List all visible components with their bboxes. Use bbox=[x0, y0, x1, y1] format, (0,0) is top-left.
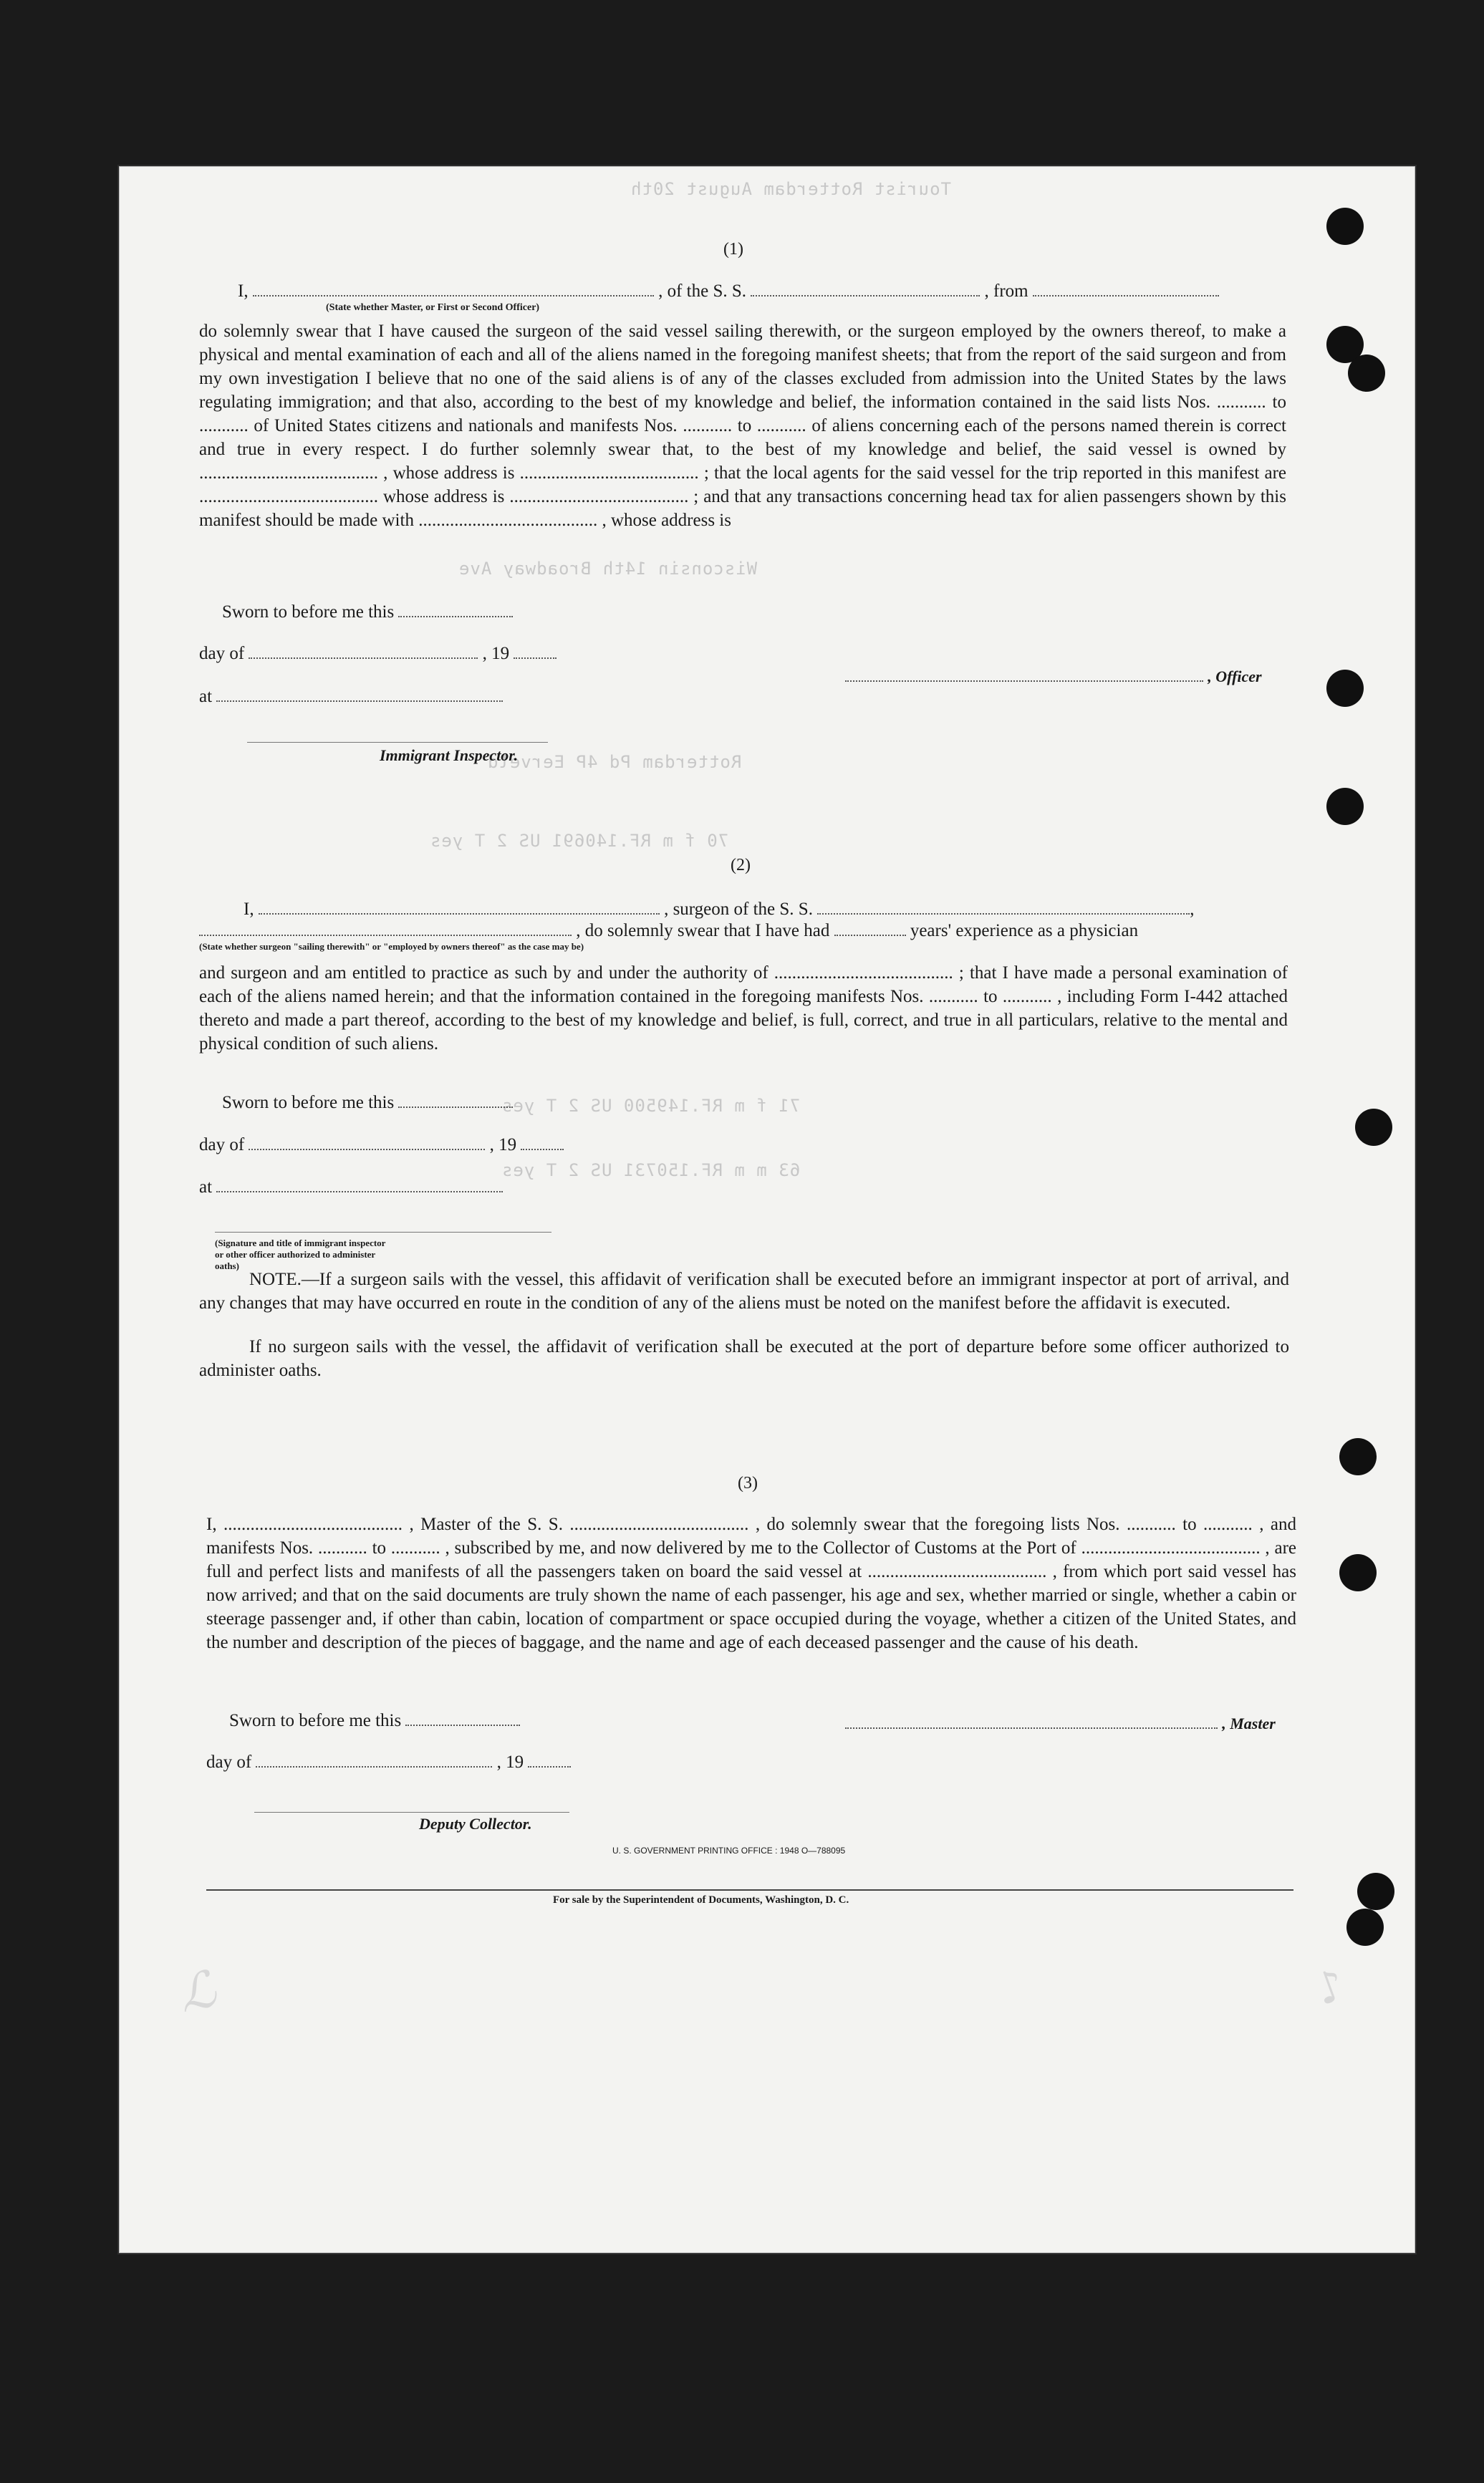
section-1-number: (1) bbox=[723, 240, 743, 259]
bleed-through-text: 63 m m RF.150731 US 2 T yes bbox=[501, 1160, 801, 1180]
inspector-caption: Immigrant Inspector. bbox=[380, 746, 519, 764]
sec2-i-label: I, bbox=[244, 900, 254, 919]
sec2-sworn-label: Sworn to before me this bbox=[222, 1093, 395, 1112]
punch-hole bbox=[1326, 208, 1364, 245]
punch-hole bbox=[1357, 1873, 1394, 1910]
sec1-day bbox=[199, 643, 556, 664]
bleed-through-text: 71 f m RF.149500 US 2 T yes bbox=[501, 1096, 801, 1116]
sec2-physician-label: years' experience as a physician bbox=[910, 921, 1139, 940]
sec2-oath-text: and surgeon and am entitled to practice as such by and under the authority of ........................................ ; that I have made a personal examination of each of the aliens named herein; and that the information contained in the foregoing manifests Nos. ........... to ........... , including Form I-442 attached thereto and made a part thereof, according to the best of my knowledge and belief, is full, correct, and true in all particulars, relative to the mental and physical condition of such aliens. bbox=[199, 963, 1288, 1054]
sec2-signature-caption: (Signature and title of immigrant inspector or other officer authorized to administer oaths) bbox=[215, 1238, 386, 1271]
sec3-sworn bbox=[229, 1710, 520, 1731]
sec2-note-2: If no surgeon sails with the vessel, the affidavit of verification shall be executed at the port of departure before some officer authorized to administer oaths. bbox=[199, 1337, 1289, 1380]
punch-hole bbox=[1346, 1909, 1384, 1946]
punch-hole bbox=[1339, 1554, 1377, 1591]
punch-hole bbox=[1348, 355, 1385, 392]
sec1-rank-caption: (State whether Master, or First or Second Officer) bbox=[326, 302, 540, 313]
sec2-signature-line bbox=[215, 1232, 551, 1233]
sec3-master-label: , Master bbox=[1222, 1715, 1276, 1732]
sec1-of-label: , of the S. S. bbox=[658, 281, 747, 301]
collector-caption: Deputy Collector. bbox=[419, 1815, 532, 1833]
sec2-sworn bbox=[222, 1092, 513, 1113]
sec2-day-label: day of bbox=[199, 1135, 245, 1154]
sec2-experience-label: , do solemnly swear that I have had bbox=[576, 921, 830, 940]
sec1-oath-text: do solemnly swear that I have caused the surgeon of the said vessel sailing therewith, or the surgeon employed by the owners thereof, to make a physical and mental examination of each and all of the aliens named in the foregoing manifest sheets; that from the report of the said surgeon and from my own investigation I believe that no one of the said aliens is of any of the classes excluded from admission into the United States by the laws regulating immigration; and that also, according to the best of my knowledge and belief, the information contained in the said lists Nos. ........... to ........... of United States citizens and nationals and manifests Nos. ........... to ........... of aliens concerning each of the persons named therein is correct and true in every respect. I do further solemnly swear that, to the best of my knowledge and belief, the said vessel is owned by ........................................ , whose address is ........................................ ; that the local agents for the said vessel for the trip reported in this manifest are ........................................ whose address is ........................................ ; and that any transactions concerning head tax for alien passengers shown by this manifest should be made with ........................................ , whose address is bbox=[199, 322, 1286, 530]
inspector-signature-line bbox=[247, 742, 548, 743]
bleed-through-text: 70 f m RF.140691 US 2 T yes bbox=[430, 831, 729, 851]
sec1-line1 bbox=[238, 281, 1298, 302]
bleed-through-text: Wisconsin 14th Broadway Ave bbox=[458, 559, 758, 579]
sec1-day-label: day of bbox=[199, 644, 245, 663]
sec1-at-label: at bbox=[199, 687, 213, 706]
sec3-oath-text: I, ........................................ , Master of the S. S. ........................................ , do solemnly swear that the foregoing lists Nos. ........... to ........... , and manifests Nos. ........... to ........... , subscribed by me, and now delivered by me to the Collector of Customs at the Port of ........................................ , are full and perfect lists and manifests of all the passengers taken on board the said vessel at ........................................ , from which port said vessel has now arrived; and that on the said documents are truly shown the name of each passenger, his age and sex, whether married or single, whether a cabin or steerage passenger and, if other than cabin, location of compartment or space occupied during the voyage, whether a citizen of the United States, and the number and description of the pieces of baggage, and the name and age of each deceased passenger and the cause of his death. bbox=[206, 1515, 1296, 1652]
sec2-at bbox=[199, 1177, 503, 1197]
sec3-year-label: , 19 bbox=[496, 1752, 524, 1772]
sec1-i-label: I, bbox=[238, 281, 249, 301]
gpo-imprint: U. S. GOVERNMENT PRINTING OFFICE : 1948 O—788095 bbox=[612, 1846, 846, 1856]
section-2-number: (2) bbox=[731, 856, 751, 874]
margin-handwriting: ♪ bbox=[1309, 1959, 1352, 2016]
sec2-year-label: , 19 bbox=[489, 1135, 517, 1154]
sec3-master-line bbox=[845, 1713, 1276, 1734]
bleed-through-text: Tourist Rotterdam August 20th bbox=[630, 179, 952, 199]
punch-hole bbox=[1326, 670, 1364, 707]
sec3-day-label: day of bbox=[206, 1752, 252, 1772]
bleed-through-text: Rotterdam Pd 4P Eerveld bbox=[487, 752, 742, 772]
sec1-from-label: , from bbox=[984, 281, 1028, 301]
sec2-line1: I, , surgeon of the S. S. , bbox=[244, 900, 1195, 919]
sec1-officer-label: , Officer bbox=[1208, 667, 1262, 685]
sec3-day bbox=[206, 1752, 571, 1773]
sec1-sworn-label: Sworn to before me this bbox=[222, 602, 395, 622]
sale-notice: For sale by the Superintendent of Documents, Washington, D. C. bbox=[553, 1894, 849, 1906]
sec1-at bbox=[199, 686, 503, 707]
sec1-year-label: , 19 bbox=[482, 644, 510, 663]
footer-rule bbox=[206, 1889, 1293, 1891]
margin-handwriting: ℒ bbox=[173, 1959, 221, 2025]
sec2-line2 bbox=[199, 920, 1288, 941]
punch-hole bbox=[1339, 1438, 1377, 1475]
sec2-at-label: at bbox=[199, 1177, 213, 1197]
section-3-number: (3) bbox=[738, 1474, 758, 1493]
sec1-sworn bbox=[222, 602, 513, 622]
punch-hole bbox=[1355, 1109, 1392, 1146]
sec2-caption: (State whether surgeon "sailing therewith" or "employed by owners thereof" as the case may be) bbox=[199, 941, 584, 952]
sec3-sworn-label: Sworn to before me this bbox=[229, 1711, 402, 1730]
sec1-officer-line bbox=[845, 666, 1262, 687]
collector-signature-line bbox=[254, 1812, 569, 1813]
sec2-surgeon-label: , surgeon of the S. S. bbox=[664, 900, 813, 919]
sec2-note-1: NOTE.—If a surgeon sails with the vessel, this affidavit of verification shall be executed before an immigrant inspector at port of arrival, and any changes that may have occurred en route in the condition of any of the aliens must be noted on the manifest before the affidavit is executed. bbox=[199, 1270, 1289, 1313]
sec2-day bbox=[199, 1134, 564, 1155]
punch-hole bbox=[1326, 788, 1364, 825]
